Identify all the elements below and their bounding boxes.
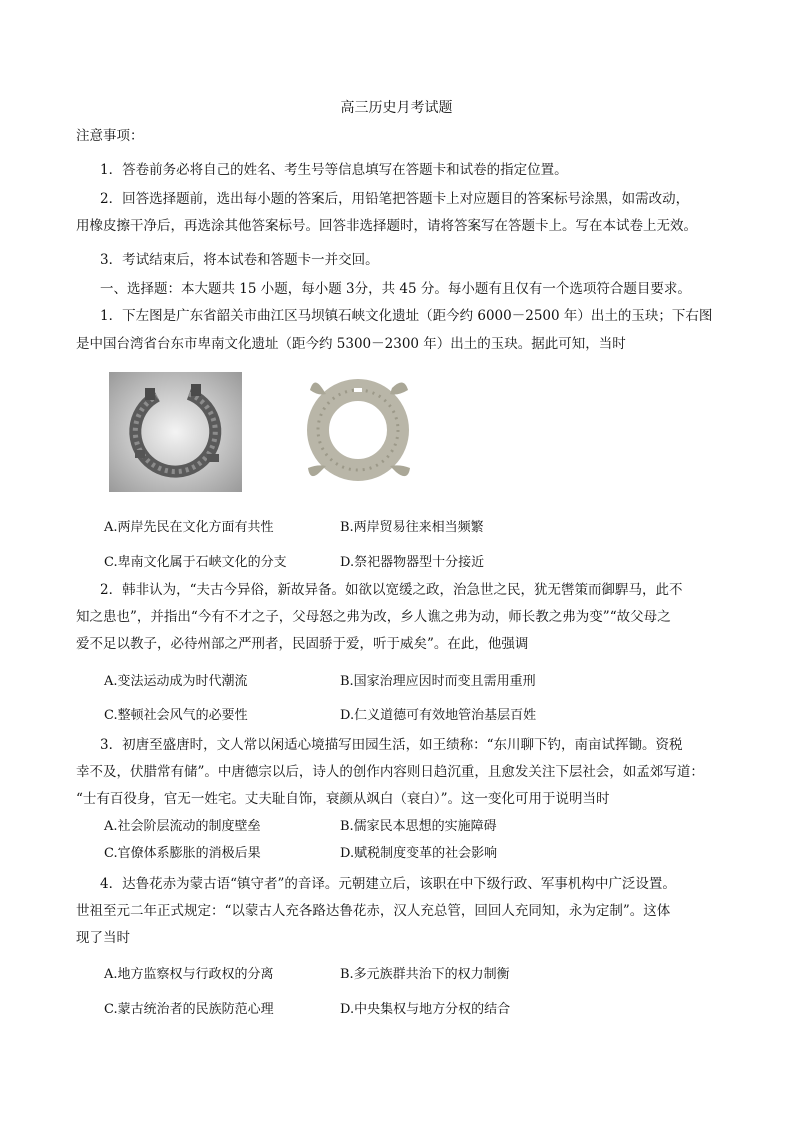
q3-option-c: C.官僚体系膨胀的消极后果 [104, 846, 261, 861]
q2-option-c: C.整顿社会风气的必要性 [104, 708, 248, 723]
q3-option-b: B.儒家民本思想的实施障碍 [340, 819, 497, 834]
q2-stem-2: 知之患也”，并指出“今有不才之子，父母怒之弗为改，乡人谯之弗为动，师长教之弗为变”“故父母之 [76, 609, 671, 625]
notice-2: 2．回答选择题前，选出每小题的答案后，用铅笔把答题卡上对应题目的答案标号涂黑，如需改动， [100, 191, 690, 207]
q1-stem-1: 1．下左图是广东省韶关市曲江区马坝镇石峡文化遗址（距今约 6000－2500 年）出土的玉玦；下右图 [100, 308, 713, 324]
q4-stem-3: 现了当时 [76, 930, 130, 946]
q2-option-d: D.仁义道德可有效地管治基层百姓 [340, 708, 537, 723]
jade-jue-beinan-image [292, 368, 424, 488]
q4-option-a: A.地方监察权与行政权的分离 [104, 967, 274, 982]
section-heading: 一、选择题：本大题共 15 小题，每小题 3分，共 45 分。每小题有且仅有一个选项符合题目要求。 [100, 281, 691, 297]
q1-option-c: C.卑南文化属于石峡文化的分支 [104, 555, 287, 570]
notice-2-cont: 用橡皮擦干净后，再选涂其他答案标号。回答非选择题时，请将答案写在答题卡上。写在本试卷上无效。 [76, 218, 697, 234]
q3-stem-2: 幸不及，伏腊常有储”。中唐德宗以后，诗人的创作内容则日趋沉重，且愈发关注下层社会，如孟郊写道： [76, 764, 704, 780]
q1-stem-2: 是中国台湾省台东市卑南文化遗址（距今约 5300－2300 年）出土的玉玦。据此可知，当时 [76, 336, 626, 352]
notice-heading: 注意事项： [76, 128, 144, 144]
q3-stem-1: 3．初唐至盛唐时，文人常以闲适心境描写田园生活，如王绩称：“东川聊下钓，南亩试挥锄。资税 [100, 737, 683, 753]
q1-option-d: D.祭祀器物器型十分接近 [340, 555, 485, 570]
q3-option-a: A.社会阶层流动的制度壁垒 [104, 819, 261, 834]
q3-option-d: D.赋税制度变革的社会影响 [340, 846, 498, 861]
q2-option-a: A.变法运动成为时代潮流 [104, 674, 248, 689]
q1-option-b: B.两岸贸易往来相当频繁 [340, 520, 484, 535]
q2-option-b: B.国家治理应因时而变且需用重刑 [340, 674, 536, 689]
jade-jue-shixia-image [109, 372, 242, 492]
q2-stem-1: 2．韩非认为，“夫古今异俗，新故异备。如欲以宽缓之政，治急世之民，犹无辔策而御駻马，此不 [100, 582, 683, 598]
q4-stem-2: 世祖至元二年正式规定：“以蒙古人充各路达鲁花赤，汉人充总管，回回人充同知，永为定制”。这体 [76, 903, 671, 919]
q4-option-b: B.多元族群共治下的权力制衡 [340, 967, 510, 982]
notice-3: 3．考试结束后，将本试卷和答题卡一并交回。 [100, 252, 379, 268]
page-title: 高三历史月考试题 [340, 100, 453, 116]
q4-option-d: D.中央集权与地方分权的结合 [340, 1002, 511, 1017]
q4-stem-1: 4．达鲁花赤为蒙古语“镇守者”的音译。元朝建立后，该职在中下级行政、军事机构中广泛设置。 [100, 876, 676, 892]
q2-stem-3: 爱不足以教子，必待州部之严刑者，民固骄于爱，听于威矣”。在此，他强调 [76, 636, 529, 652]
notice-1: 1．答卷前务必将自己的姓名、考生号等信息填写在答题卡和试卷的指定位置。 [100, 162, 568, 178]
q3-stem-3: “士有百役身，官无一姓宅。丈夫耻自饰，衰颜从飒白（衰白）”。这一变化可用于说明当时 [76, 791, 610, 807]
q4-option-c: C.蒙古统治者的民族防范心理 [104, 1002, 274, 1017]
q1-option-a: A.两岸先民在文化方面有共性 [104, 520, 274, 535]
